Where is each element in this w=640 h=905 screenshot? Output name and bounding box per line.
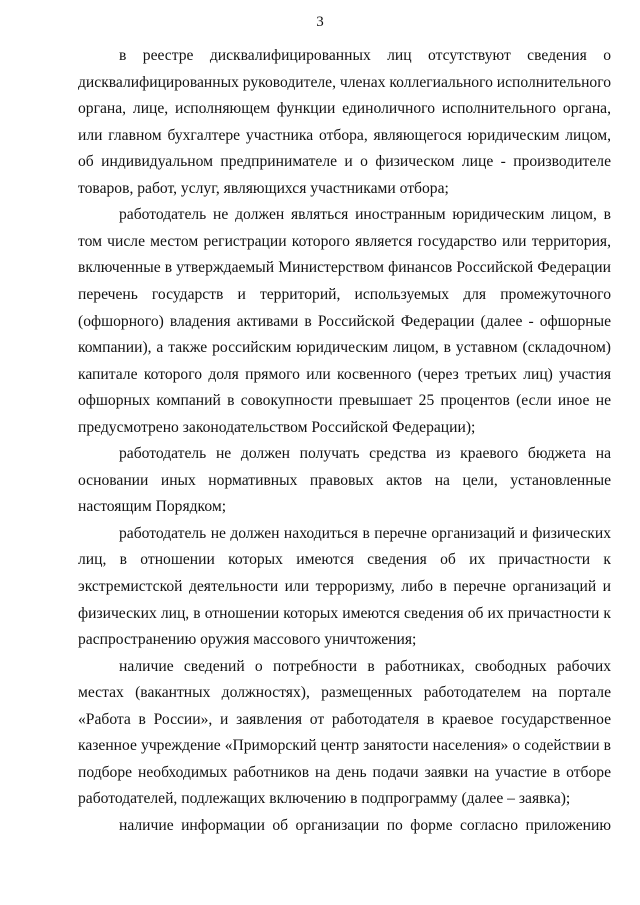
text-line: товаров, работ, услуг, являющихся участниками отбора; [78,179,449,197]
text-line: (офшорного) владения активами в Российской Федерации (далее - офшорные [78,312,611,330]
text-line: местах (вакантных должностях), размещенных работодателем на портале [78,684,611,702]
text-line: том числе местом регистрации которого является государство или территория, [78,232,611,250]
text-line: физических лиц, в отношении которых имеются сведения об их причастности к [78,604,611,622]
text-line: лиц, в отношении которых имеются сведения об их причастности к [78,551,611,569]
text-line: работодатель не должен получать средства из краевого бюджета на [119,445,611,463]
text-line: капитале которого доля прямого или косвенного (через третьих лиц) участия [78,365,611,383]
text-line: работодатель не должен находиться в перечне организаций и физических [119,524,611,542]
text-line: экстремистской деятельности или терроризму, либо в перечне организаций и [78,578,611,595]
text-line: наличие информации об организации по форме согласно приложению [119,816,611,834]
text-line: органа, лице, исполняющем функции единоличного исполнительного органа, [78,100,611,118]
text-line: компании), а также российским юридическим лицом, в уставном (складочном) [78,339,611,357]
text-line: об индивидуальном предпринимателе и о физическом лице - производителе [78,153,611,171]
text-line: наличие сведений о потребности в работниках, свободных рабочих [119,657,611,675]
text-line: подборе необходимых работников на день подачи заявки на участие в отборе [78,763,611,781]
text-line: или главном бухгалтере участника отбора, являющегося юридическим лицом, [78,126,611,144]
text-line: работодателей, подлежащих включению в подпрограмму (далее – заявка); [78,790,571,808]
text-line: перечень государств и территорий, используемых для промежуточного [78,285,611,303]
text-line: офшорных компаний в совокупности превышает 25 процентов (если иное не [78,392,611,410]
text-line: казенное учреждение «Приморский центр занятости населения» о содействии в [78,737,611,755]
text-line: работодатель не должен являться иностранным юридическим лицом, в [119,206,611,224]
text-line: распространению оружия массового уничтожения; [78,631,417,649]
text-line: настоящим Порядком; [78,498,227,516]
text-line: предусмотрено законодательством Российской Федерации); [78,418,476,436]
text-line: основании иных нормативных правовых актов на цели, установленные [78,471,611,489]
text-line: «Работа в России», и заявления от работодателя в краевое государственное [78,710,611,728]
text-line: в реестре дисквалифицированных лиц отсутствуют сведения о [119,47,611,64]
text-line: включенные в утверждаемый Министерством финансов Российской Федерации [78,259,611,277]
page-number: 3 [316,14,324,30]
text-line: дисквалифицированных руководителе, членах коллегиального исполнительного [78,73,611,91]
